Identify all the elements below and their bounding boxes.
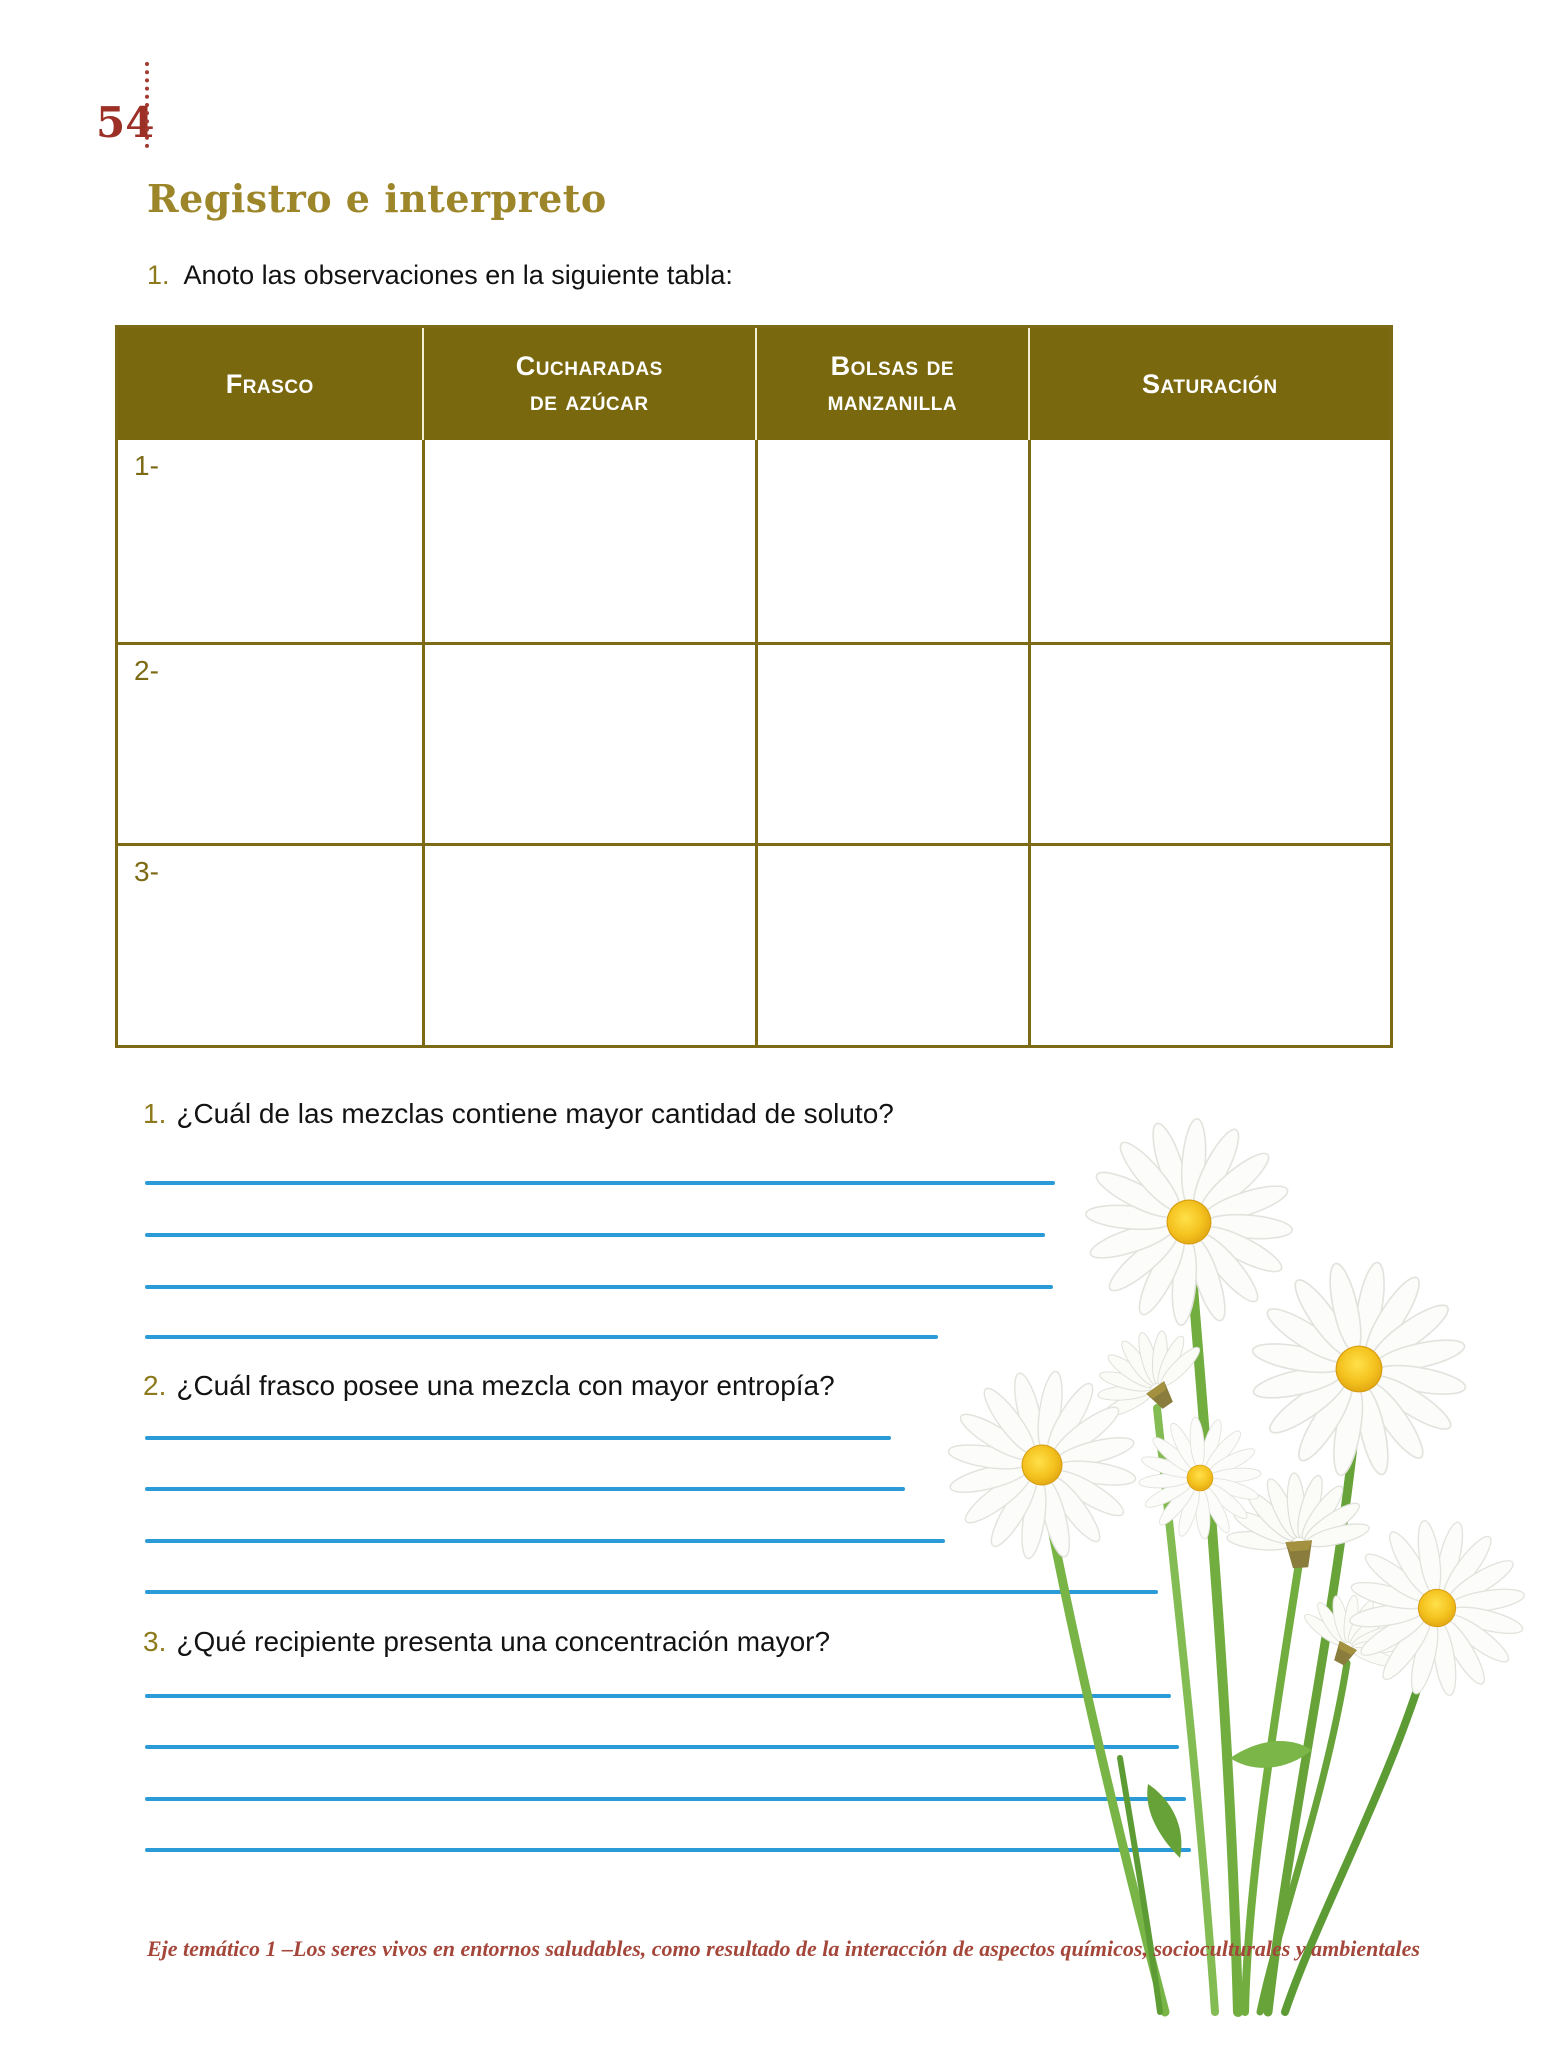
- instruction-text: Anoto las observaciones en la siguiente tabla:: [183, 260, 733, 290]
- column-header-frasco: Frasco: [118, 328, 422, 440]
- table-row1-frasco-cell[interactable]: [118, 440, 422, 642]
- answer-line[interactable]: [145, 1848, 1191, 1852]
- answer-line[interactable]: [145, 1539, 945, 1543]
- answer-line[interactable]: [145, 1797, 1186, 1801]
- table-row3-frasco-cell[interactable]: [118, 843, 422, 1045]
- table-row2-cucharadas-cell[interactable]: [422, 642, 755, 844]
- table-row2-saturacion-cell[interactable]: [1028, 642, 1390, 844]
- column-header-saturacion: Saturación: [1028, 328, 1390, 440]
- footer-theme-text: Eje temático 1 –Los seres vivos en entornos saludables, como resultado de la interacción de aspectos químicos, socioculturales y ambientales: [147, 1936, 1420, 1961]
- row-label: 3-: [134, 856, 159, 888]
- answer-line[interactable]: [145, 1694, 1171, 1698]
- page-title: Registro e interpreto: [147, 176, 607, 221]
- instruction-number: 1.: [147, 260, 170, 290]
- table-row2-frasco-cell[interactable]: [118, 642, 422, 844]
- column-header-bolsas: Bolsas de manzanilla: [755, 328, 1028, 440]
- table-row1-cucharadas-cell[interactable]: [422, 440, 755, 642]
- answer-line[interactable]: [145, 1745, 1179, 1749]
- observation-table: [115, 325, 1393, 1048]
- page-number: 54: [96, 98, 155, 147]
- answer-line[interactable]: [145, 1590, 1158, 1594]
- table-row3-saturacion-cell[interactable]: [1028, 843, 1390, 1045]
- question-3-number: 3.: [143, 1626, 167, 1657]
- table-row2-bolsas-cell[interactable]: [755, 642, 1028, 844]
- column-header-cucharadas: Cucharadas de azúcar: [422, 328, 755, 440]
- answer-line[interactable]: [145, 1285, 1053, 1289]
- table-row3-cucharadas-cell[interactable]: [422, 843, 755, 1045]
- question-2-number: 2.: [143, 1370, 167, 1401]
- question-3-text: ¿Qué recipiente presenta una concentración mayor?: [176, 1626, 831, 1657]
- question-2: [143, 1370, 835, 1402]
- table-row1-saturacion-cell[interactable]: [1028, 440, 1390, 642]
- daisy-bouquet-illustration: [930, 1118, 1564, 2020]
- answer-line[interactable]: [145, 1436, 891, 1440]
- table-row3-bolsas-cell[interactable]: [755, 843, 1028, 1045]
- question-1-number: 1.: [143, 1098, 167, 1129]
- question-1-text: ¿Cuál de las mezclas contiene mayor cantidad de soluto?: [176, 1098, 894, 1129]
- answer-line[interactable]: [145, 1487, 905, 1491]
- table-instruction: [147, 260, 733, 291]
- question-1: [143, 1098, 894, 1130]
- question-3: [143, 1626, 830, 1658]
- answer-line[interactable]: [145, 1335, 938, 1339]
- row-label: 2-: [134, 654, 159, 686]
- table-row1-bolsas-cell[interactable]: [755, 440, 1028, 642]
- answer-line[interactable]: [145, 1181, 1055, 1185]
- row-label: 1-: [134, 450, 159, 481]
- question-2-text: ¿Cuál frasco posee una mezcla con mayor entropía?: [176, 1370, 835, 1401]
- answer-line[interactable]: [145, 1233, 1045, 1237]
- margin-dotted-rule: [145, 62, 149, 148]
